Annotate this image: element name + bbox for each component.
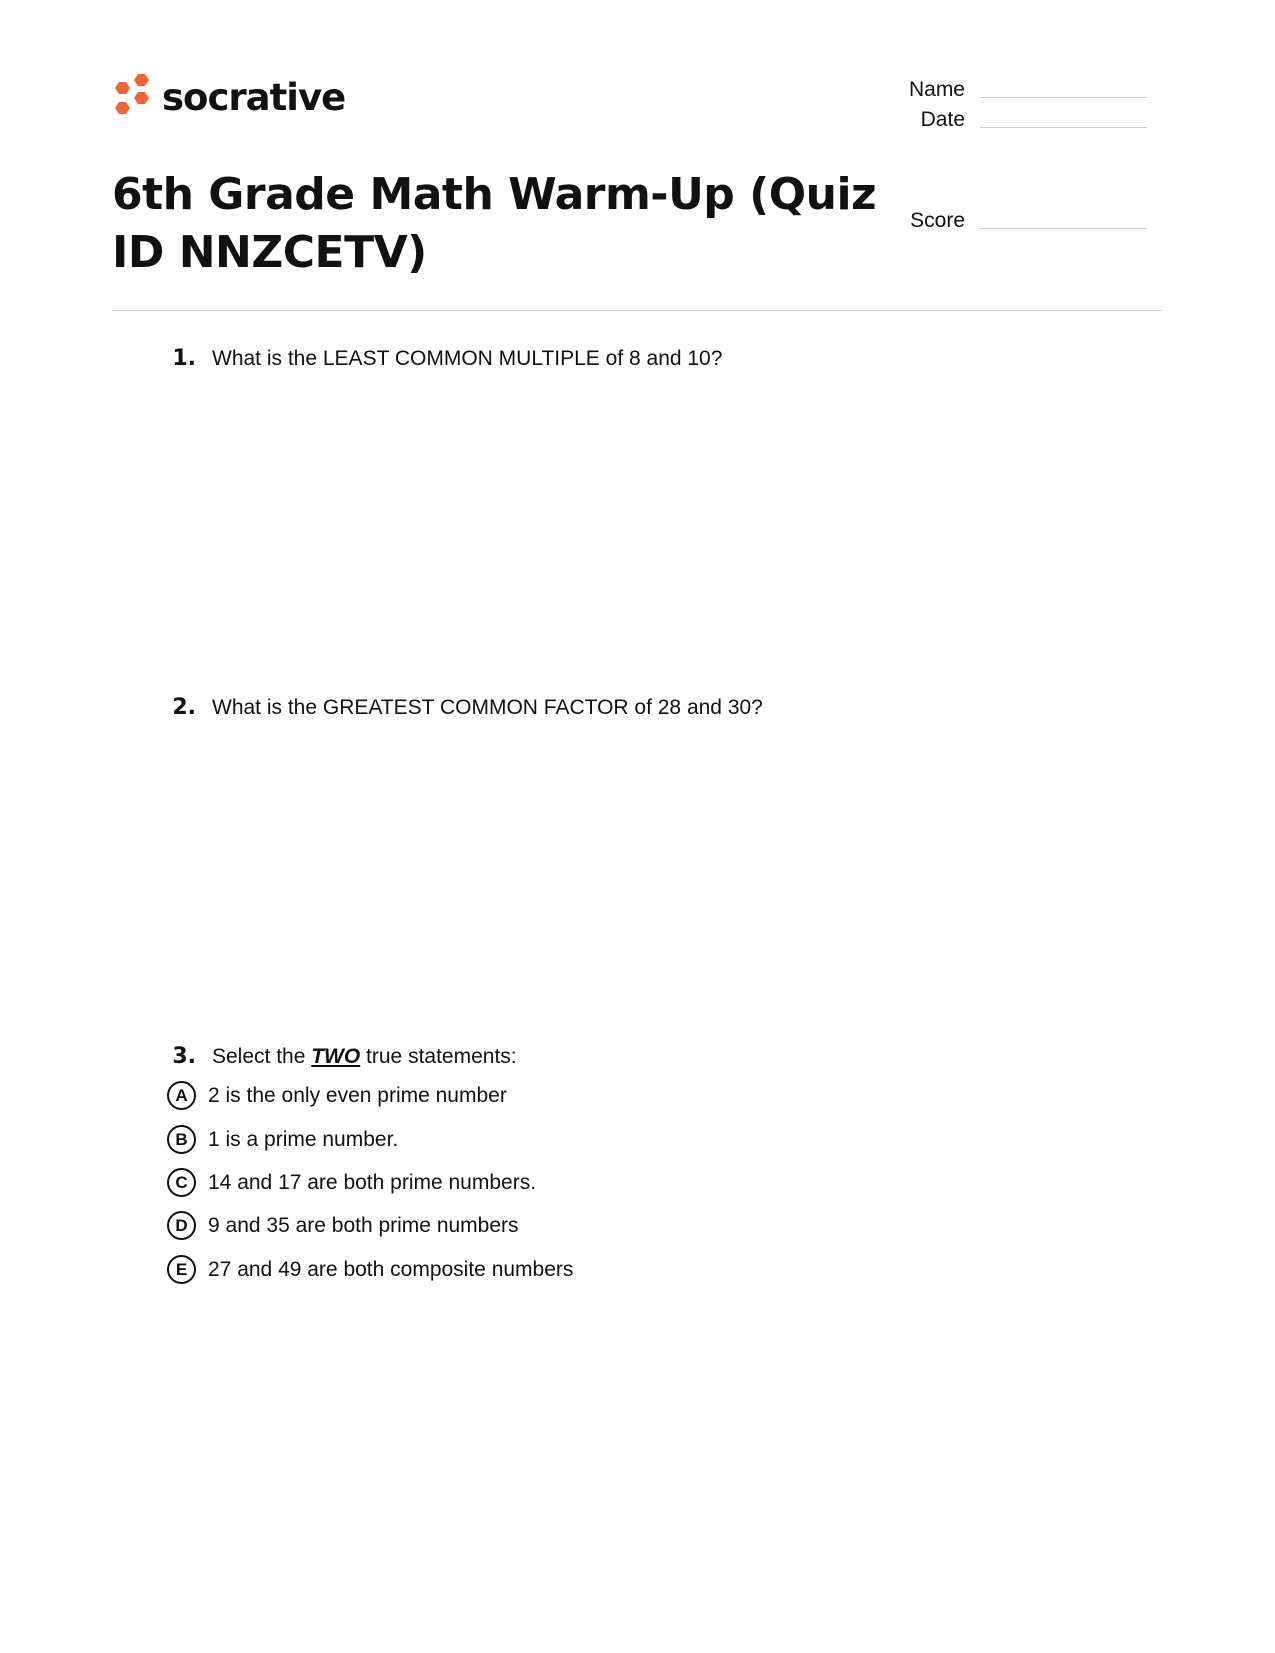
option-e[interactable] xyxy=(167,1255,573,1284)
question-text: What is the LEAST COMMON MULTIPLE of 8 and 10? xyxy=(212,347,723,370)
question-2 xyxy=(160,695,763,720)
option-a[interactable] xyxy=(167,1081,507,1110)
page-title: 6th Grade Math Warm-Up (Quiz ID NNZCETV) xyxy=(112,169,877,278)
brand-name: socrative xyxy=(162,75,346,119)
name-line[interactable] xyxy=(980,97,1147,98)
name-label: Name xyxy=(908,78,965,101)
option-c[interactable] xyxy=(167,1168,536,1197)
date-label: Date xyxy=(920,108,965,131)
question-number: 1. xyxy=(172,346,196,371)
option-letter[interactable]: B xyxy=(167,1125,196,1154)
score-label: Score xyxy=(910,209,965,232)
option-letter[interactable]: D xyxy=(167,1211,196,1240)
question-number: 2. xyxy=(172,695,196,720)
option-text: 14 and 17 are both prime numbers. xyxy=(208,1170,537,1194)
hexagon-logo-icon xyxy=(112,72,152,122)
divider xyxy=(112,310,1162,311)
question-text: What is the GREATEST COMMON FACTOR of 28 and 30? xyxy=(212,696,763,719)
option-d[interactable] xyxy=(167,1211,519,1240)
socrative-logo xyxy=(112,72,345,122)
option-text: 1 is a prime number. xyxy=(208,1127,399,1151)
question-1 xyxy=(160,346,722,371)
option-letter[interactable]: A xyxy=(167,1081,196,1110)
question-number: 3. xyxy=(172,1044,196,1069)
date-line[interactable] xyxy=(980,127,1147,128)
emphasis: TWO xyxy=(311,1045,361,1068)
option-text: 9 and 35 are both prime numbers xyxy=(208,1213,519,1237)
date-field[interactable] xyxy=(845,108,1147,132)
question-text-after: true statements: xyxy=(360,1045,517,1068)
option-letter[interactable]: C xyxy=(167,1168,196,1197)
question-text xyxy=(212,1045,517,1069)
option-text: 27 and 49 are both composite numbers xyxy=(208,1257,574,1281)
question-3 xyxy=(160,1044,517,1069)
name-field[interactable] xyxy=(845,78,1147,102)
score-line[interactable] xyxy=(980,228,1147,229)
option-letter[interactable]: E xyxy=(167,1255,196,1284)
option-b[interactable] xyxy=(167,1125,398,1154)
score-field[interactable] xyxy=(845,209,1147,233)
option-text: 2 is the only even prime number xyxy=(208,1083,507,1107)
question-text-before: Select the xyxy=(212,1045,312,1068)
